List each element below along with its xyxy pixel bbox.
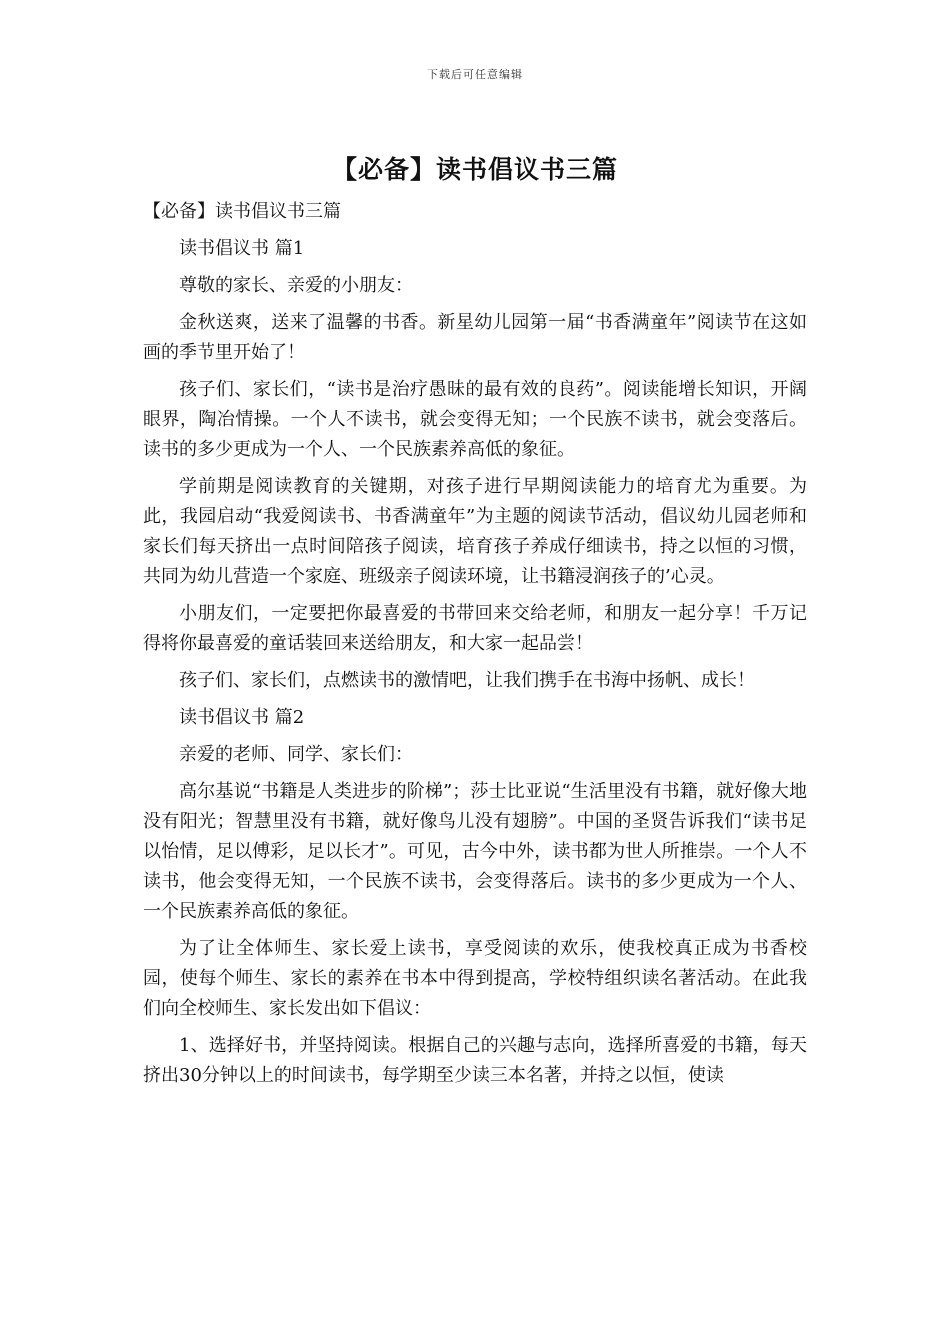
section-heading-2: 读书倡议书 篇2 — [179, 707, 305, 728]
page-header-note: 下载后可任意编辑 — [427, 68, 523, 81]
body-paragraph: 金秋送爽，送来了温馨的书香。新星幼儿园第一届“书香满童年”阅读节在这如画的季节里开始了！ — [143, 312, 807, 363]
document-title: 【必备】读书倡议书三篇 — [331, 155, 618, 184]
body-paragraph: 孩子们、家长们，“读书是治疗愚昧的最有效的良药”。阅读能增长知识，开阔眼界，陶冶情操。一个人不读书，就会变得无知；一个民族不读书，就会变落后。读书的多少更成为一个人、一个民族素养高低的象征。 — [143, 379, 807, 460]
salutation-2: 亲爱的老师、同学、家长们： — [179, 744, 413, 765]
body-paragraph: 为了让全体师生、家长爱上读书，享受阅读的欢乐，使我校真正成为书香校园，使每个师生、家长的素养在书本中得到提高，学校特组织读名著活动。在此我们向全校师生、家长发出如下倡议： — [143, 938, 807, 1019]
body-paragraph: 1、选择好书，并坚持阅读。根据自己的兴趣与志向，选择所喜爱的书籍，每天挤出30分钟以上的时间读书，每学期至少读三本名著，并持之以恒，使读 — [143, 1035, 807, 1086]
body-paragraph: 高尔基说“书籍是人类进步的阶梯”；莎士比亚说“生活里没有书籍，就好像大地没有阳光；智慧里没有书籍，就好像鸟儿没有翅膀”。中国的圣贤告诉我们“读书足以怡情，足以傅彩，足以长才”。可见，古今中外，读书都为世人所推崇。一个人不读书，他会变得无知，一个民族不读书，会变得落后。读书的多少更成为一个人、一个民族素养高低的象征。 — [143, 781, 807, 922]
body-paragraph: 小朋友们，一定要把你最喜爱的书带回来交给老师，和朋友一起分享！千万记得将你最喜爱的童话装回来送给朋友，和大家一起品尝！ — [143, 603, 807, 654]
body-paragraph: 学前期是阅读教育的关键期，对孩子进行早期阅读能力的培育尤为重要。为此，我园启动“我爱阅读书、书香满童年”为主题的阅读节活动，倡议幼儿园老师和家长们每天挤出一点时间陪孩子阅读，培育孩子养成仔细读书，持之以恒的习惯，共同为幼儿营造一个家庭、班级亲子阅读环境，让书籍浸润孩子的’心灵。 — [143, 476, 807, 587]
body-paragraph: 孩子们、家长们，点燃读书的激情吧，让我们携手在书海中扬帆、成长！ — [179, 670, 755, 691]
document-body — [143, 197, 807, 1098]
document-subtitle: 【必备】读书倡议书三篇 — [143, 201, 341, 222]
salutation-1: 尊敬的家长、亲爱的小朋友： — [179, 275, 413, 296]
section-heading-1: 读书倡议书 篇1 — [179, 238, 305, 259]
